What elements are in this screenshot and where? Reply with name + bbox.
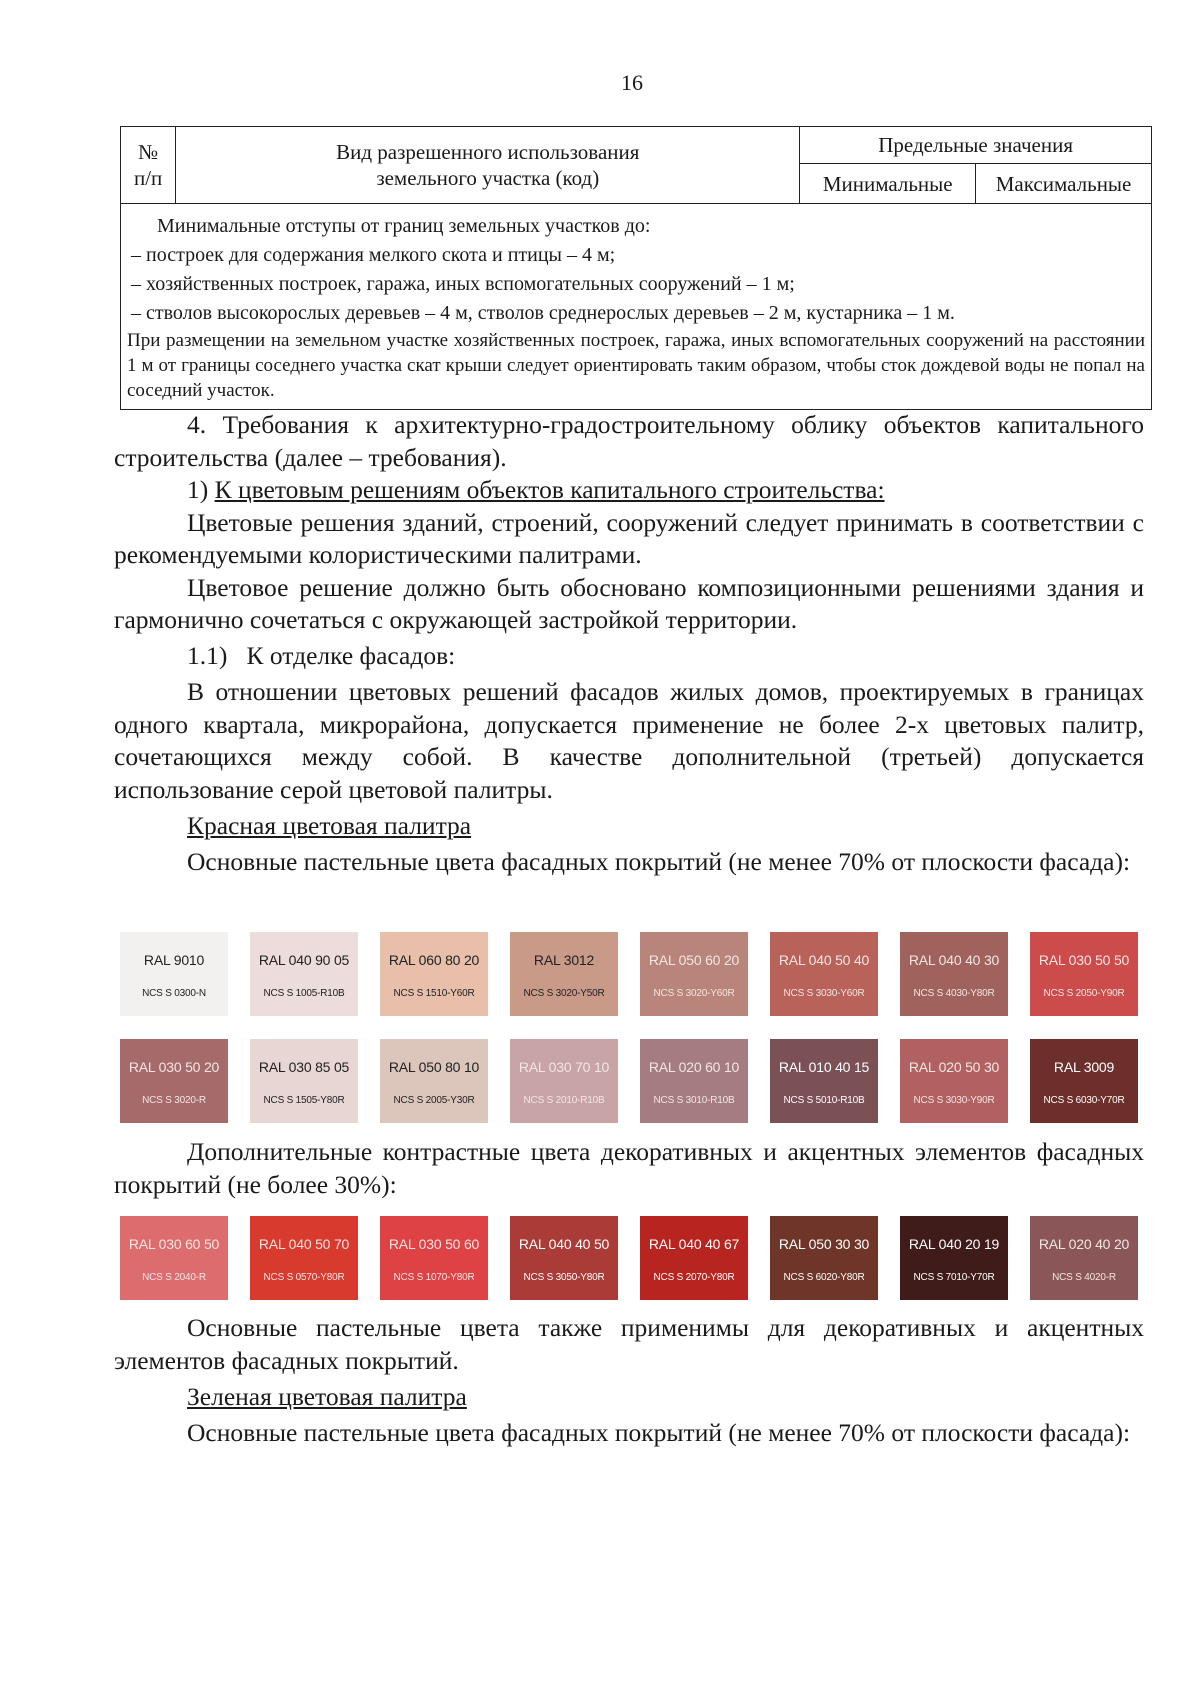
color-swatch	[900, 1216, 1008, 1300]
color-swatch	[380, 1039, 488, 1123]
color-swatch	[510, 1039, 618, 1123]
color-swatch	[900, 1039, 1008, 1123]
color-swatch	[1030, 932, 1138, 1016]
red-palette-heading	[114, 810, 1144, 843]
swatch-ncs-code: NCS S 2005-Y30R	[393, 1095, 475, 1106]
swatch-ral-code: RAL 020 40 20	[1038, 1236, 1130, 1252]
swatch-ncs-code: NCS S 3020-Y50R	[523, 988, 605, 999]
swatch-ncs-code: NCS S 0300-N	[142, 988, 206, 999]
green-palette-title: Зеленая цветовая палитра	[187, 1382, 467, 1411]
swatch-ral-code: RAL 050 30 30	[778, 1236, 870, 1252]
swatch-ral-code: RAL 050 60 20	[648, 952, 740, 968]
column-header-min: Минимальные	[800, 164, 976, 204]
color-swatch	[1030, 1039, 1138, 1123]
swatch-ral-code: RAL 040 50 70	[258, 1236, 350, 1252]
swatch-row-main-1	[120, 932, 1140, 1016]
paragraph-residential-facades: В отношении цветовых решений фасадов жилых домов, проектируемых в границах одного квартала, микрорайона, допускается применение не более 2-х цветовых палитр, сочетающихся между собой. В качестве дополнительной (третьей) допускается использование серой цветовой палитры.	[114, 677, 1144, 804]
swatch-ncs-code: NCS S 3020-Y60R	[653, 988, 735, 999]
table-body-cell	[121, 204, 1152, 410]
color-swatch	[510, 932, 618, 1016]
swatch-ncs-code: NCS S 2040-R	[142, 1272, 206, 1283]
color-swatch	[640, 1216, 748, 1300]
paragraph-composition: Цветовое решение должно быть обосновано композиционными решениями здания и гармонично сочетаться с окружающей застройкой территории.	[114, 572, 1144, 634]
color-swatch	[250, 1039, 358, 1123]
swatch-ncs-code: NCS S 1070-Y80R	[393, 1272, 475, 1283]
closing-section	[114, 1312, 1144, 1449]
color-swatch	[770, 1039, 878, 1123]
item-1-1-heading: 1.1) К отделке фасадов:	[187, 640, 456, 670]
swatch-ncs-code: NCS S 1005-R10B	[263, 988, 345, 999]
swatch-ral-code: RAL 030 50 50	[1038, 952, 1130, 968]
main-also-paragraph: Основные пастельные цвета также применимы для декоративных и акцентных элементов фасадных покрытий.	[114, 1313, 1144, 1375]
swatch-ncs-code: NCS S 1505-Y80R	[263, 1095, 345, 1106]
swatch-ral-code: RAL 030 70 10	[518, 1059, 610, 1075]
swatch-ncs-code: NCS S 0570-Y80R	[263, 1272, 345, 1283]
color-swatch	[380, 1216, 488, 1300]
color-swatch	[900, 932, 1008, 1016]
swatch-ral-code: RAL 030 85 05	[258, 1059, 350, 1075]
swatch-ral-code: RAL 030 50 60	[388, 1236, 480, 1252]
extra-colors-section	[114, 1136, 1144, 1201]
swatch-ncs-code: NCS S 3020-R	[142, 1095, 206, 1106]
main-colors-caption: Основные пастельные цвета фасадных покрытий (не менее 70% от плоскости фасада):	[187, 846, 1131, 876]
extra-colors-caption: Дополнительные контрастные цвета декоративных и акцентных элементов фасадных покрытий (не более 30%):	[114, 1137, 1144, 1199]
swatch-ral-code: RAL 020 50 30	[908, 1059, 1000, 1075]
column-header-number: № п/п	[121, 127, 176, 204]
color-swatch	[770, 1216, 878, 1300]
color-swatch	[770, 932, 878, 1016]
column-header-use-type-line1: Вид разрешенного использования	[336, 139, 640, 164]
color-swatch	[640, 1039, 748, 1123]
color-swatch	[640, 932, 748, 1016]
item-1-heading	[114, 474, 1144, 507]
setback-item-trees: – стволов высокорослых деревьев – 4 м, стволов среднерослых деревьев – 2 м, кустарника – 1 м.	[131, 302, 955, 324]
swatch-ral-code: RAL 030 50 20	[128, 1059, 220, 1075]
item-1-title: К цветовым решениям объектов капитального строительства:	[214, 475, 885, 504]
swatch-ral-code: RAL 040 90 05	[258, 952, 350, 968]
color-swatch	[250, 1216, 358, 1300]
color-swatch	[120, 1039, 228, 1123]
swatch-ncs-code: NCS S 3050-Y80R	[523, 1272, 605, 1283]
red-palette-title: Красная цветовая палитра	[187, 811, 472, 840]
swatch-ral-code: RAL 040 50 40	[778, 952, 870, 968]
swatch-ral-code: RAL 040 40 67	[648, 1236, 740, 1252]
swatch-ncs-code: NCS S 7010-Y70R	[913, 1272, 995, 1283]
requirements-heading: 4. Требования к архитектурно-градостроительному облику объектов капитального строительства (далее – требования).	[114, 410, 1144, 472]
swatch-row-accent	[120, 1216, 1140, 1300]
setback-intro: Минимальные отступы от границ земельных участков до:	[157, 215, 651, 237]
swatch-ncs-code: NCS S 6030-Y70R	[1043, 1095, 1125, 1106]
item-1-number: 1)	[187, 475, 209, 504]
main-colors-caption-green: Основные пастельные цвета фасадных покрытий (не менее 70% от плоскости фасада):	[187, 1417, 1131, 1447]
swatch-ral-code: RAL 040 20 19	[908, 1236, 1000, 1252]
column-header-use-type-line2: земельного участка (код)	[376, 166, 600, 190]
swatch-ral-code: RAL 030 60 50	[128, 1236, 220, 1252]
swatch-ncs-code: NCS S 4030-Y80R	[913, 988, 995, 999]
color-swatch	[120, 1216, 228, 1300]
setback-item-livestock: – построек для содержания мелкого скота и птицы – 4 м;	[131, 244, 616, 266]
roof-slope-note: При размещении на земельном участке хозяйственных построек, гаража, иных вспомогательных сооружений на расстоянии 1 м от границы соседнего участка скат крыши следует ориентировать таким образом, чтобы сток дождевой воды не попал на соседний участок.	[127, 330, 1145, 401]
swatch-ncs-code: NCS S 2050-Y90R	[1043, 988, 1125, 999]
swatch-ncs-code: NCS S 3030-Y60R	[783, 988, 865, 999]
swatch-ral-code: RAL 040 40 30	[908, 952, 1000, 968]
swatch-ncs-code: NCS S 2070-Y80R	[653, 1272, 735, 1283]
color-swatch	[120, 932, 228, 1016]
swatch-row-main-2	[120, 1039, 1140, 1123]
swatch-ncs-code: NCS S 3010-R10B	[653, 1095, 735, 1106]
color-swatch	[380, 932, 488, 1016]
zoning-table	[120, 126, 1152, 410]
color-swatch	[510, 1216, 618, 1300]
paragraph-color-solutions: Цветовые решения зданий, строений, сооружений следует принимать в соответствии с рекомендуемыми колористическими палитрами.	[114, 507, 1144, 569]
color-swatch	[250, 932, 358, 1016]
swatch-ral-code: RAL 3009	[1053, 1059, 1115, 1075]
swatch-ral-code: RAL 040 40 50	[518, 1236, 610, 1252]
swatch-ncs-code: NCS S 3030-Y90R	[913, 1095, 995, 1106]
requirements-section	[114, 409, 1144, 878]
swatch-ral-code: RAL 050 80 10	[388, 1059, 480, 1075]
setback-item-outbuildings: – хозяйственных построек, гаража, иных вспомогательных сооружений – 1 м;	[131, 273, 795, 295]
swatch-ral-code: RAL 020 60 10	[648, 1059, 740, 1075]
column-header-max: Максимальные	[976, 164, 1152, 204]
swatch-ncs-code: NCS S 5010-R10B	[783, 1095, 865, 1106]
swatch-ral-code: RAL 9010	[143, 952, 205, 968]
swatch-ncs-code: NCS S 6020-Y80R	[783, 1272, 865, 1283]
swatch-ncs-code: NCS S 2010-R10B	[523, 1095, 605, 1106]
page-number: 16	[621, 70, 643, 95]
swatch-ral-code: RAL 010 40 15	[778, 1059, 870, 1075]
green-palette-heading	[114, 1381, 1144, 1414]
swatch-ral-code: RAL 3012	[533, 952, 595, 968]
color-swatch	[1030, 1216, 1138, 1300]
column-header-use-type	[176, 127, 800, 204]
swatch-ncs-code: NCS S 1510-Y60R	[393, 988, 475, 999]
column-header-limits: Предельные значения	[800, 127, 1152, 164]
swatch-ral-code: RAL 060 80 20	[388, 952, 480, 968]
swatch-ncs-code: NCS S 4020-R	[1052, 1272, 1116, 1283]
